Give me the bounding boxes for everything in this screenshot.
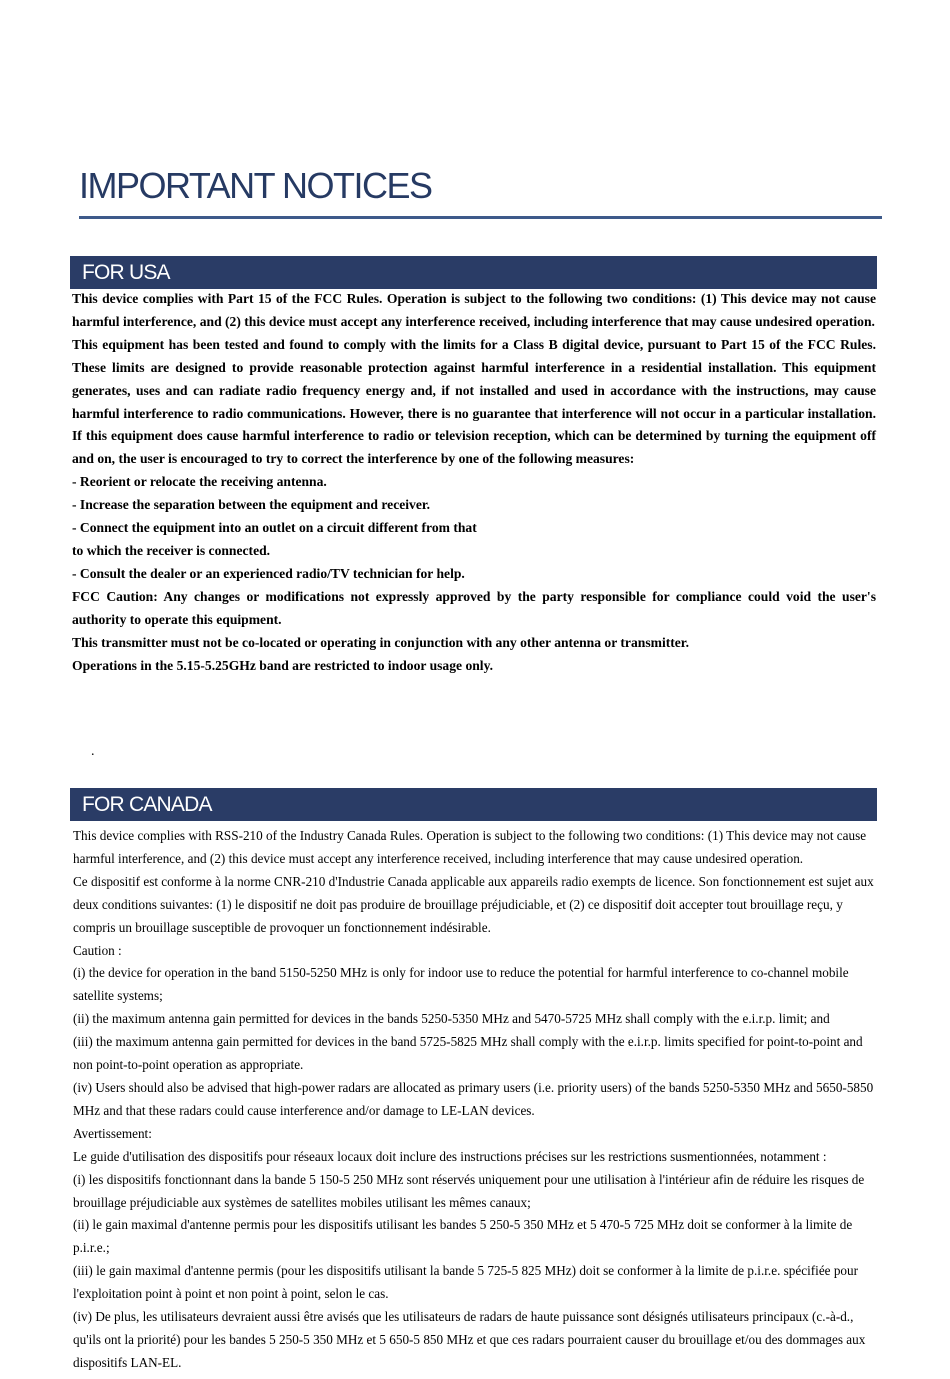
usa-measure-reorient: - Reorient or relocate the receiving antenna. [72, 474, 327, 490]
usa-colocation-notice: This transmitter must not be co-located or operating in conjunction with any other antenna or transmitter. [72, 634, 689, 650]
canada-paragraph-cnr: Ce dispositif est conforme à la norme CNR-210 d'Industrie Canada applicable aux appareils radio exempts de licence. Son fonctionnement est sujet aux deux conditions suivantes: (1) le dispositif ne doit pas produire de brouillage préjudiciable, et (2) ce dispositif doit accepter tout brouillage reçu, y compris un brouillage susceptible de provoquer un fonctionnement indésirable. [73, 873, 874, 935]
canada-caution-item-iii: (iii) the maximum antenna gain permitted for devices in the band 5725-5825 MHz shall comply with the e.i.r.p. limits specified for point-to-point and non point-to-point operation as appropriate. [73, 1034, 863, 1073]
canada-avertissement-intro: Le guide d'utilisation des dispositifs pour réseaux locaux doit inclure des instructions précises sur les restrictions susmentionnées, notamment : [73, 1148, 827, 1164]
usa-notice-body [72, 288, 876, 677]
usa-fcc-caution: FCC Caution: Any changes or modifications not expressly approved by the party responsible for compliance could void the user's authority to operate this equipment. [72, 588, 876, 627]
canada-caution-item-iv: (iv) Users should also be advised that high-power radars are allocated as primary users (i.e. priority users) of the bands 5250-5350 MHz and 5650-5850 MHz and that these radars could cause interference and/or damage to LE-LAN devices. [73, 1079, 874, 1118]
usa-measure-dealer: - Consult the dealer or an experienced radio/TV technician for help. [72, 565, 465, 581]
usa-measure-outlet-cont: to which the receiver is connected. [72, 542, 271, 558]
canada-paragraph-rss: This device complies with RSS-210 of the Industry Canada Rules. Operation is subject to the following two conditions: (1) This device may not cause harmful interference, and (2) this device must accept any interference received, including interference that may cause undesired operation. [73, 828, 867, 866]
canada-caution-item-ii: (ii) the maximum antenna gain permitted for devices in the bands 5250-5350 MHz and 5470-5725 MHz shall comply with the e.i.r.p. limit; and [73, 1011, 830, 1027]
canada-avertissement-label: Avertissement: [73, 1125, 152, 1141]
stray-dot: . [91, 744, 95, 759]
title-divider [79, 216, 882, 219]
usa-paragraph-class-b: This equipment has been tested and found to comply with the limits for a Class B digital device, pursuant to Part 15 of the FCC Rules. These limits are designed to provide reasonable protection against harmful interference in a residential installation. This equipment generates, uses and can radiate radio frequency energy and, if not installed and used in accordance with the instructions, may cause harmful interference to radio communications. However, there is no guarantee that interference will not occur in a particular installation. If this equipment does cause harmful interference to radio or television reception, which can be determined by turning the equipment off and on, the user is encouraged to try to correct the interference by one of the following measures: [72, 336, 876, 467]
usa-measure-separation: - Increase the separation between the equipment and receiver. [72, 497, 431, 513]
canada-avertissement-item-iii: (iii) le gain maximal d'antenne permis (pour les dispositifs utilisant la bande 5 725-5 825 MHz) doit se conformer à la limite de p.i.r.e. spécifiée pour l'exploitation point à point et non point à point, selon le cas. [73, 1263, 858, 1302]
canada-caution-label: Caution : [73, 942, 122, 958]
usa-measure-outlet: - Connect the equipment into an outlet on a circuit different from that [72, 520, 477, 536]
canada-caution-item-i: (i) the device for operation in the band 5150-5250 MHz is only for indoor use to reduce the potential for harmful interference to co-channel mobile satellite systems; [73, 965, 849, 1004]
canada-notice-body [73, 825, 878, 1375]
canada-avertissement-item-iv: (iv) De plus, les utilisateurs devraient aussi être avisés que les utilisateurs de radars de haute puissance sont désignés utilisateurs principaux (c.-à-d., qu'ils ont la priorité) pour les bandes 5 250-5 350 MHz et 5 650-5 850 MHz et que ces radars pourraient causer du brouillage et/ou des dommages aux dispositifs LAN-EL. [73, 1309, 866, 1370]
usa-band-notice: Operations in the 5.15-5.25GHz band are restricted to indoor usage only. [72, 657, 494, 673]
canada-avertissement-item-ii: (ii) le gain maximal d'antenne permis pour les dispositifs utilisant les bandes 5 250-5 350 MHz et 5 470-5 725 MHz doit se conformer à la limite de p.i.r.e.; [73, 1217, 853, 1256]
section-header-canada: FOR CANADA [70, 788, 877, 821]
usa-paragraph-compliance: This device complies with Part 15 of the FCC Rules. Operation is subject to the following two conditions: (1) This device may not cause harmful interference, and (2) this device must accept any interference received, including interference that may cause undesired operation. [72, 291, 876, 329]
page-title: IMPORTANT NOTICES [79, 165, 432, 206]
section-header-usa: FOR USA [70, 256, 877, 289]
canada-avertissement-item-i: (i) les dispositifs fonctionnant dans la bande 5 150-5 250 MHz sont réservés uniquement pour une utilisation à l'intérieur afin de réduire les risques de brouillage préjudiciable aux systèmes de satellites mobiles utilisant les mêmes canaux; [73, 1171, 865, 1210]
